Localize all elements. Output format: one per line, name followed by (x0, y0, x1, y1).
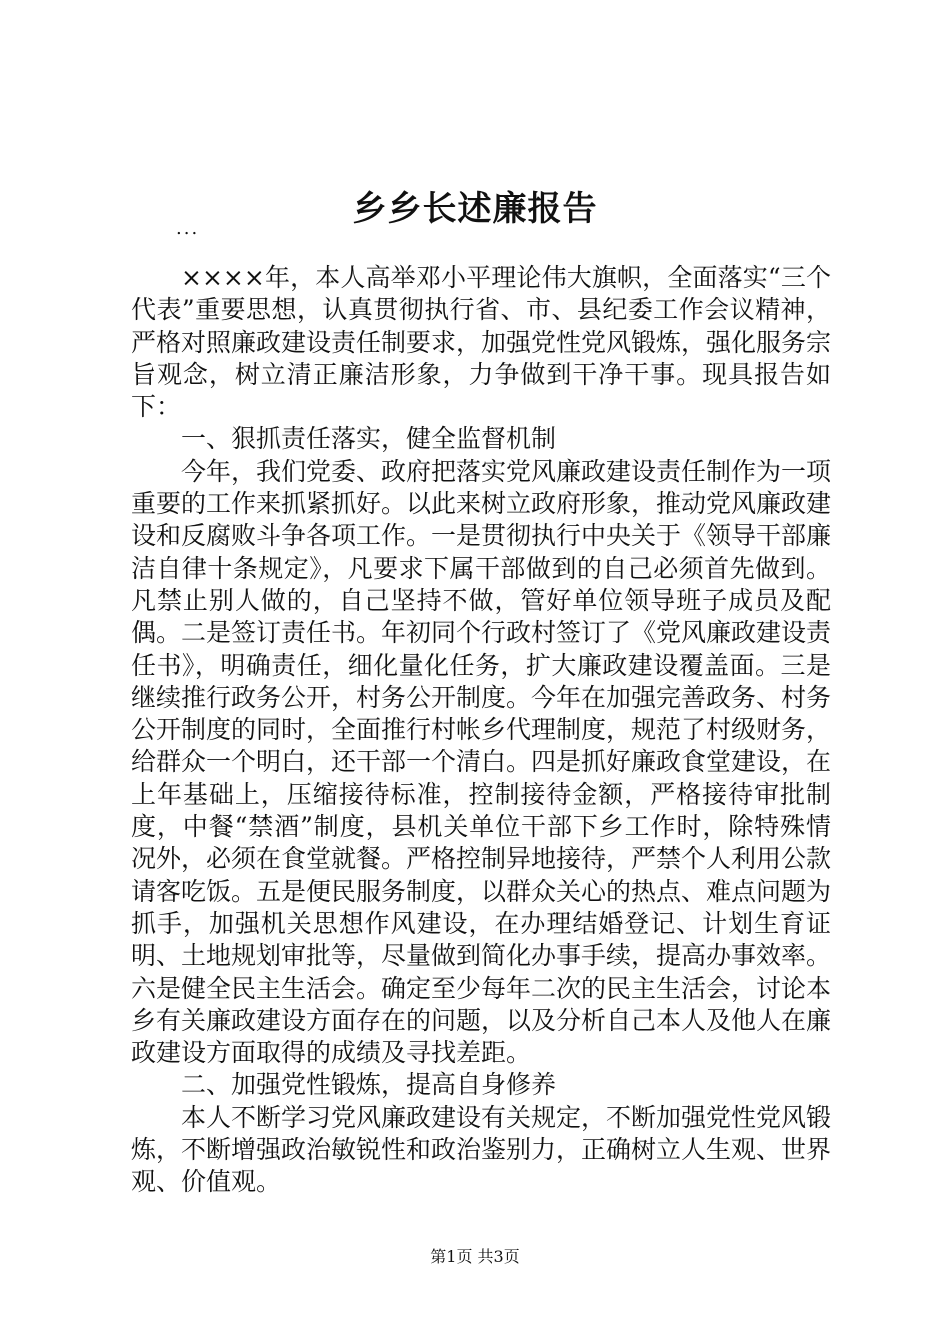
section-heading-1: 一、狠抓责任落实，健全监督机制 (181, 424, 557, 454)
section-2-paragraph: 本人不断学习党风廉政建设有关规定，不断加强党性党风锻炼，不断增强政治敏锐性和政治鉴别力，正确树立人生观、世界观、价值观。 (131, 1102, 832, 1197)
document-title: 乡乡长述廉报告 (352, 189, 598, 229)
ellipsis-marker: ... (176, 218, 200, 239)
intro-paragraph: ××××年，本人高举邓小平理论伟大旗帜，全面落实“三个代表”重要思想，认真贯彻执行省、市、县纪委工作会议精神，严格对照廉政建设责任制要求，加强党性党风锻炼，强化服务宗旨观念，树立清正廉洁形象，力争做到干净干事。现具报告如下： (131, 263, 832, 422)
section-heading-2: 二、加强党性锻炼，提高自身修养 (181, 1070, 557, 1100)
section-1-paragraph: 今年，我们党委、政府把落实党风廉政建设责任制作为一项重要的工作来抓紧抓好。以此来树立政府形象，推动党风廉政建设和反腐败斗争各项工作。一是贯彻执行中央关于《领导干部廉洁自律十条规定》，凡要求下属干部做到的自己必须首先做到。凡禁止别人做的，自己坚持不做，管好单位领导班子成员及配偶。二是签订责任书。年初同个行政村签订了《党风廉政建设责任书》，明确责任，细化量化任务，扩大廉政建设覆盖面。三是继续推行政务公开，村务公开制度。今年在加强完善政务、村务公开制度的同时，全面推行村帐乡代理制度，规范了村级财务，给群众一个明白，还干部一个清白。四是抓好廉政食堂建设，在上年基础上，压缩接待标准，控制接待金额，严格接待审批制度，中餐“禁酒”制度，县机关单位干部下乡工作时，除特殊情况外，必须在食堂就餐。严格控制异地接待，严禁个人利用公款请客吃饭。五是便民服务制度，以群众关心的热点、难点问题为抓手，加强机关思想作风建设，在办理结婚登记、计划生育证明、土地规划审批等，尽量做到简化办事手续，提高办事效率。六是健全民主生活会。确定至少每年二次的民主生活会，讨论本乡有关廉政建设方面存在的问题，以及分析自己本人及他人在廉政建设方面取得的成绩及寻找差距。 (131, 456, 832, 1068)
page-number-footer: 第1页 共3页 (430, 1247, 520, 1266)
document-body (131, 262, 831, 1199)
